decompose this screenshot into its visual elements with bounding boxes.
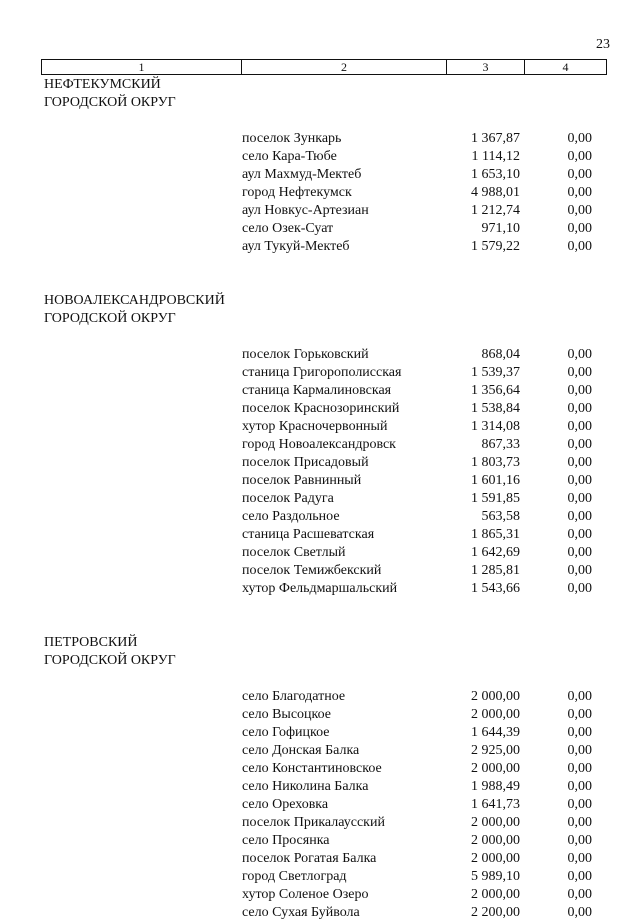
amount-value: 1 285,81 <box>471 563 520 578</box>
amount-value-2: 0,00 <box>567 761 592 776</box>
table-row <box>44 166 604 184</box>
page-number: 23 <box>596 37 610 52</box>
district-name-line2: ГОРОДСКОЙ ОКРУГ <box>44 653 176 668</box>
amount-value: 2 000,00 <box>471 707 520 722</box>
district-name-line1: НЕФТЕКУМСКИЙ <box>44 77 161 92</box>
amount-value-2: 0,00 <box>567 401 592 416</box>
table-row <box>44 364 604 382</box>
settlement-name: село Сухая Буйвола <box>242 905 360 920</box>
district-name <box>44 76 244 112</box>
settlement-name: село Донская Балка <box>242 743 360 758</box>
amount-value: 1 539,37 <box>471 365 520 380</box>
amount-value-2: 0,00 <box>567 509 592 524</box>
amount-value-2: 0,00 <box>567 185 592 200</box>
settlement-list <box>44 346 604 598</box>
settlement-name: поселок Присадовый <box>242 455 369 470</box>
amount-value-2: 0,00 <box>567 347 592 362</box>
table-row <box>44 706 604 724</box>
amount-value-2: 0,00 <box>567 491 592 506</box>
settlement-name: хутор Фельдмаршальский <box>242 581 398 596</box>
settlement-name: поселок Зункарь <box>242 131 342 146</box>
district-name <box>44 292 244 328</box>
amount-value: 1 803,73 <box>471 455 520 470</box>
settlement-name: поселок Светлый <box>242 545 346 560</box>
amount-value: 1 212,74 <box>471 203 520 218</box>
amount-value-2: 0,00 <box>567 203 592 218</box>
table-row <box>44 796 604 814</box>
table-row <box>44 688 604 706</box>
column-header-1: 1 <box>42 60 242 74</box>
amount-value: 1 356,64 <box>471 383 520 398</box>
amount-value: 1 591,85 <box>471 491 520 506</box>
district-name <box>44 634 244 670</box>
settlement-name: поселок Краснозоринский <box>242 401 400 416</box>
settlement-name: село Благодатное <box>242 689 346 704</box>
amount-value-2: 0,00 <box>567 455 592 470</box>
district-section <box>44 292 604 598</box>
table-row <box>44 346 604 364</box>
amount-value: 2 000,00 <box>471 689 520 704</box>
amount-value-2: 0,00 <box>567 725 592 740</box>
column-header-2: 2 <box>242 60 447 74</box>
settlement-name: село Константиновское <box>242 761 382 776</box>
column-header-4: 4 <box>562 60 569 74</box>
amount-value-2: 0,00 <box>567 527 592 542</box>
amount-value: 971,10 <box>481 221 520 236</box>
settlement-name: село Гофицкое <box>242 725 330 740</box>
amount-value: 2 000,00 <box>471 761 520 776</box>
table-row <box>44 760 604 778</box>
amount-value-2: 0,00 <box>567 545 592 560</box>
settlement-name: село Кара-Тюбе <box>242 149 337 164</box>
table-body <box>44 76 604 922</box>
settlement-name: село Ореховка <box>242 797 329 812</box>
amount-value: 1 865,31 <box>471 527 520 542</box>
amount-value: 2 000,00 <box>471 851 520 866</box>
table-row <box>44 508 604 526</box>
district-name-line2: ГОРОДСКОЙ ОКРУГ <box>44 311 176 326</box>
amount-value: 563,58 <box>481 509 520 524</box>
district-name-line1: ПЕТРОВСКИЙ <box>44 635 138 650</box>
amount-value: 1 367,87 <box>471 131 520 146</box>
amount-value: 1 601,16 <box>471 473 520 488</box>
amount-value-2: 0,00 <box>567 473 592 488</box>
settlement-name: хутор Соленое Озеро <box>242 887 369 902</box>
table-row <box>44 418 604 436</box>
settlement-name: поселок Равнинный <box>242 473 362 488</box>
amount-value-2: 0,00 <box>567 581 592 596</box>
table-row <box>44 220 604 238</box>
table-row <box>44 472 604 490</box>
table-row <box>44 490 604 508</box>
table-row <box>44 148 604 166</box>
district-name-line2: ГОРОДСКОЙ ОКРУГ <box>44 95 176 110</box>
amount-value: 1 114,12 <box>471 149 520 164</box>
table-row <box>44 544 604 562</box>
amount-value-2: 0,00 <box>567 707 592 722</box>
settlement-name: станица Расшеватская <box>242 527 375 542</box>
amount-value-2: 0,00 <box>567 149 592 164</box>
column-header-3: 3 <box>447 60 525 74</box>
district-name-line1: НОВОАЛЕКСАНДРОВСКИЙ <box>44 293 225 308</box>
amount-value: 2 925,00 <box>471 743 520 758</box>
amount-value: 1 538,84 <box>471 401 520 416</box>
amount-value: 2 000,00 <box>471 833 520 848</box>
table-row <box>44 868 604 886</box>
amount-value: 1 543,66 <box>471 581 520 596</box>
section-gap <box>44 598 604 634</box>
amount-value: 868,04 <box>481 347 520 362</box>
amount-value-2: 0,00 <box>567 869 592 884</box>
amount-value: 1 988,49 <box>471 779 520 794</box>
table-row <box>44 436 604 454</box>
amount-value: 2 200,00 <box>471 905 520 920</box>
settlement-name: поселок Прикалаусский <box>242 815 385 830</box>
amount-value: 1 579,22 <box>471 239 520 254</box>
settlement-list <box>44 688 604 922</box>
settlement-name: поселок Радуга <box>242 491 334 506</box>
amount-value-2: 0,00 <box>567 167 592 182</box>
table-row <box>44 832 604 850</box>
amount-value: 1 644,39 <box>471 725 520 740</box>
amount-value-2: 0,00 <box>567 437 592 452</box>
settlement-name: аул Махмуд-Мектеб <box>242 167 362 182</box>
column-header-row <box>41 59 607 75</box>
settlement-name: село Николина Балка <box>242 779 369 794</box>
settlement-name: поселок Горьковский <box>242 347 369 362</box>
table-row <box>44 742 604 760</box>
amount-value-2: 0,00 <box>567 779 592 794</box>
section-gap <box>44 256 604 292</box>
settlement-name: станица Кармалиновская <box>242 383 392 398</box>
table-row <box>44 814 604 832</box>
amount-value-2: 0,00 <box>567 887 592 902</box>
table-row <box>44 184 604 202</box>
amount-value-2: 0,00 <box>567 383 592 398</box>
amount-value-2: 0,00 <box>567 221 592 236</box>
amount-value-2: 0,00 <box>567 365 592 380</box>
settlement-name: хутор Красночервонный <box>242 419 388 434</box>
amount-value: 1 641,73 <box>471 797 520 812</box>
amount-value-2: 0,00 <box>567 563 592 578</box>
table-row <box>44 724 604 742</box>
settlement-name: поселок Темижбекский <box>242 563 382 578</box>
amount-value-2: 0,00 <box>567 851 592 866</box>
amount-value-2: 0,00 <box>567 131 592 146</box>
table-row <box>44 202 604 220</box>
amount-value-2: 0,00 <box>567 797 592 812</box>
amount-value: 4 988,01 <box>471 185 520 200</box>
settlement-name: город Нефтекумск <box>242 185 352 200</box>
amount-value-2: 0,00 <box>567 419 592 434</box>
district-section <box>44 76 604 256</box>
table-row <box>44 580 604 598</box>
table-row <box>44 400 604 418</box>
table-row <box>44 454 604 472</box>
district-section <box>44 634 604 922</box>
table-row <box>44 238 604 256</box>
amount-value-2: 0,00 <box>567 743 592 758</box>
settlement-list <box>44 130 604 256</box>
amount-value: 867,33 <box>481 437 520 452</box>
amount-value: 2 000,00 <box>471 887 520 902</box>
amount-value: 5 989,10 <box>471 869 520 884</box>
settlement-name: село Просянка <box>242 833 330 848</box>
table-row <box>44 904 604 922</box>
settlement-name: село Озек-Суат <box>242 221 334 236</box>
settlement-name: аул Тукуй-Мектеб <box>242 239 350 254</box>
settlement-name: станица Григорополисская <box>242 365 402 380</box>
amount-value: 1 653,10 <box>471 167 520 182</box>
amount-value-2: 0,00 <box>567 833 592 848</box>
amount-value: 1 314,08 <box>471 419 520 434</box>
table-row <box>44 778 604 796</box>
settlement-name: город Светлоград <box>242 869 347 884</box>
table-row <box>44 886 604 904</box>
table-row <box>44 526 604 544</box>
settlement-name: поселок Рогатая Балка <box>242 851 377 866</box>
settlement-name: село Раздольное <box>242 509 340 524</box>
table-row <box>44 850 604 868</box>
table-row <box>44 130 604 148</box>
amount-value: 1 642,69 <box>471 545 520 560</box>
settlement-name: город Новоалександровск <box>242 437 396 452</box>
amount-value-2: 0,00 <box>567 239 592 254</box>
settlement-name: аул Новкус-Артезиан <box>242 203 369 218</box>
amount-value-2: 0,00 <box>567 689 592 704</box>
amount-value: 2 000,00 <box>471 815 520 830</box>
amount-value-2: 0,00 <box>567 815 592 830</box>
table-row <box>44 382 604 400</box>
table-row <box>44 562 604 580</box>
amount-value-2: 0,00 <box>567 905 592 920</box>
settlement-name: село Высоцкое <box>242 707 332 722</box>
